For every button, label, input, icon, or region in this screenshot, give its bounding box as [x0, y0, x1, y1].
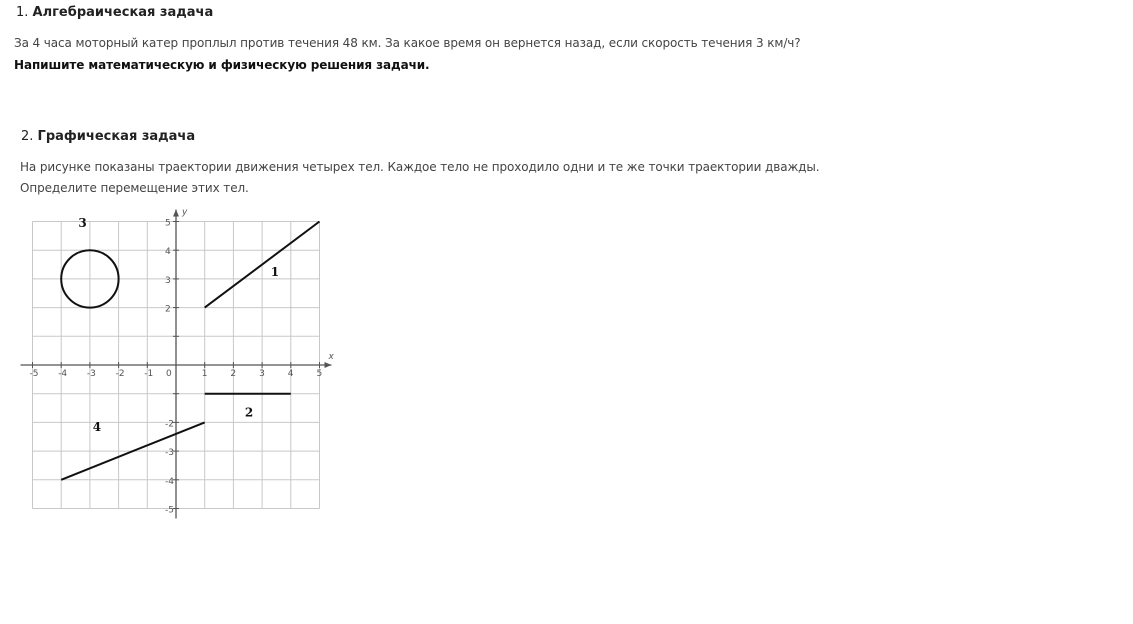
task1-title: Алгебраическая задача — [32, 5, 214, 20]
x-tick-label: -5 — [29, 369, 39, 379]
y-axis-arrow — [173, 210, 179, 217]
trajectory-label-3: 3 — [78, 216, 87, 231]
y-tick-label: 2 — [165, 304, 171, 315]
x-tick-label: 4 — [287, 369, 294, 379]
x-tick-label: 3 — [259, 369, 265, 379]
coordinate-axes — [21, 208, 335, 519]
x-axis-label: x — [328, 352, 334, 362]
trajectory-label-1: 1 — [270, 265, 280, 280]
y-tick-label: -4 — [165, 476, 174, 487]
task1-instruction: Напишите математическую и физическую решения задачи. — [14, 58, 430, 72]
task2-line1: На рисунке показаны траектории движения четырех тел. Каждое тело не проходило одни и те же точки траектории дважды. — [20, 160, 820, 174]
y-tick-label: 5 — [165, 218, 171, 229]
y-tick-label: 3 — [165, 275, 171, 286]
task2-title: Графическая задача — [37, 129, 196, 144]
task2-line2: Определите перемещение этих тел. — [20, 181, 249, 195]
x-tick-label: -4 — [58, 369, 68, 379]
x-tick-label: -1 — [144, 369, 154, 379]
task1-text: За 4 часа моторный катер проплыл против течения 48 км. За какое время он вернется назад, если скорость течения 3 км/ч? — [14, 36, 801, 50]
task1-number: 1. — [16, 5, 29, 20]
x-tick-label: -2 — [115, 369, 125, 379]
y-axis-label: y — [182, 207, 188, 218]
y-tick-label: -2 — [165, 419, 174, 430]
x-tick-label: 2 — [230, 369, 237, 379]
x-axis-arrow — [325, 362, 332, 368]
task2-number: 2. — [21, 129, 34, 144]
x-tick-label: 0 — [166, 369, 172, 379]
trajectories — [61, 222, 319, 480]
y-tick-label: -5 — [165, 505, 174, 516]
trajectory-label-4: 4 — [92, 420, 102, 435]
x-tick-label: 1 — [201, 369, 208, 379]
y-tick-label: 4 — [165, 247, 171, 258]
trajectory-labels — [78, 216, 279, 434]
x-tick-label: -3 — [86, 369, 96, 379]
x-tick-label: 5 — [316, 369, 323, 379]
y-tick-label: -3 — [165, 448, 174, 459]
trajectory-label-2: 2 — [244, 405, 254, 420]
